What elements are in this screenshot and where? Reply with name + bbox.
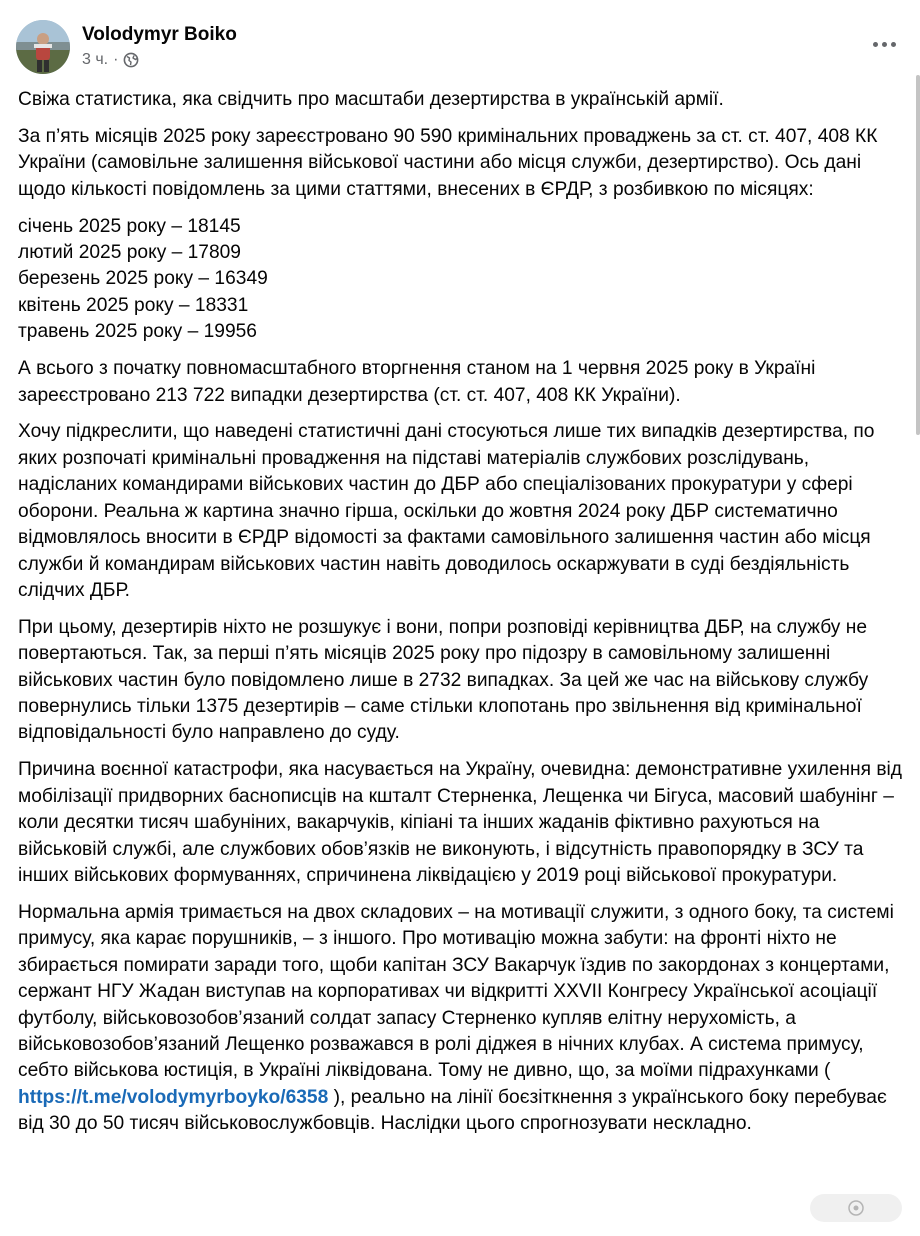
post-body bbox=[18, 87, 908, 1148]
more-options-icon[interactable] bbox=[868, 34, 900, 54]
paragraph-army bbox=[18, 900, 908, 1138]
watermark-logo-icon bbox=[847, 1199, 865, 1217]
list-item: лютий 2025 року – 17809 bbox=[18, 242, 241, 264]
globe-icon bbox=[123, 52, 139, 68]
avatar-photo bbox=[16, 20, 70, 74]
telegram-link[interactable]: https://t.me/volodymyrboyko/6358 bbox=[18, 1086, 329, 1108]
paragraph-search: При цьому, дезертирів ніхто не розшукує і вони, попри розповіді керівництва ДБР, на службу не повертаються. Так, за перші п’ять місяців 2025 року про підозру в самовільному залишенні військових частин було повідомлено лише в 2732 випадках. За цей же час на військову службу повернулись тільки 1375 дезертирів – саме стільки клопотань про звільнення від кримінальної відповідальності було направлено до суду. bbox=[18, 616, 869, 744]
post-time[interactable]: 3 ч. bbox=[82, 51, 109, 68]
list-item: травень 2025 року – 19956 bbox=[18, 321, 257, 343]
monthly-list bbox=[18, 214, 908, 346]
paragraph-intro: Свіжа статистика, яка свідчить про масштаби дезертирства в українській армії. bbox=[18, 89, 724, 110]
paragraph-emphasis: Хочу підкреслити, що наведені статистичні дані стосуються лише тих випадків дезертирства, по яких розпочаті кримінальні провадження на підставі матеріалів службових розслідувань, надісланих командирами військових частин до ДБР або спеціалізованих прокуратури у сфері оборони. Реальна ж картина значно гірша, оскільки до жовтня 2024 року ДБР систематично відмовлялось вносити в ЄРДР відомості за фактами самовільного залишення частин або місця служби й командирам військових частин навіть доводилось оскаржувати в суді бездіяльність слідчих ДБР. bbox=[18, 421, 875, 601]
list-item: січень 2025 року – 18145 bbox=[18, 215, 241, 237]
author-avatar[interactable] bbox=[16, 20, 70, 74]
list-item: квітень 2025 року – 18331 bbox=[18, 294, 249, 316]
scrollbar[interactable] bbox=[916, 75, 920, 435]
list-item: березень 2025 року – 16349 bbox=[18, 268, 268, 290]
paragraph-army-text: Нормальна армія тримається на двох складових – на мотивації служити, з одного боку, та системі примусу, яка карає порушників, – з іншого. Про мотивацію можна забути: на фронті ніхто не збирається помирати заради того, щоби капітан ЗСУ Вакарчук їздив по закордонах з концертами, сержант НГУ Жадан виступав на корпоративах чи відкритті XXVII Конгресу Української асоціації футболу, військовозобов’язаний солдат запасу Стерненко купляв елітну нерухомість, а військовозобов’язаний Лещенко розважався в ролі діджея в нічних клубах. А система примусу, себто військова юстиція, в Україні ліквідована. Тому не дивно, що, за моїми підрахунками ( bbox=[18, 901, 894, 1082]
paragraph-cause: Причина воєнної катастрофи, яка насувається на Україну, очевидна: демонстративне ухилення від мобілізації придворних баснописців на кшталт Стерненка, Лещенка чи Бігуса, масовий шабунінг – коли десятки тисяч шабуніних, вакарчуків, кіпіані та інших жаданів фіктивно рахуються на військовій службі, але службових обов’язків не виконують, і відсутність правопорядку в ЗСУ та інших військових формуваннях, спричинена ліквідацією у 2019 році військової прокуратури. bbox=[18, 759, 902, 886]
paragraph-cases: За п’ять місяців 2025 року зареєстровано 90 590 кримінальних проваджень за ст. ст. 407, 408 КК України (самовільне залишення військової частини або місця служби, дезертирство). Ось дані щодо кількості повідомлень за цими статтями, внесених в ЄРДР, з розбивкою по місяцях: bbox=[18, 125, 878, 200]
post-header bbox=[16, 20, 904, 76]
author-name[interactable]: Volodymyr Boiko bbox=[82, 24, 237, 45]
paragraph-army-text-end: ), реально на лінії боєзіткнення з українського боку перебуває від 30 до 50 тисяч військовослужбовців. Наслідки цього спрогнозувати нескладно. bbox=[18, 1086, 887, 1135]
paragraph-total: А всього з початку повномасштабного вторгнення станом на 1 червня 2025 року в Україні зареєстровано 213 722 випадки дезертирства (ст. ст. 407, 408 КК України). bbox=[18, 358, 816, 406]
meta-separator: · bbox=[113, 51, 119, 68]
watermark-badge bbox=[810, 1194, 902, 1222]
post-meta bbox=[82, 51, 139, 69]
